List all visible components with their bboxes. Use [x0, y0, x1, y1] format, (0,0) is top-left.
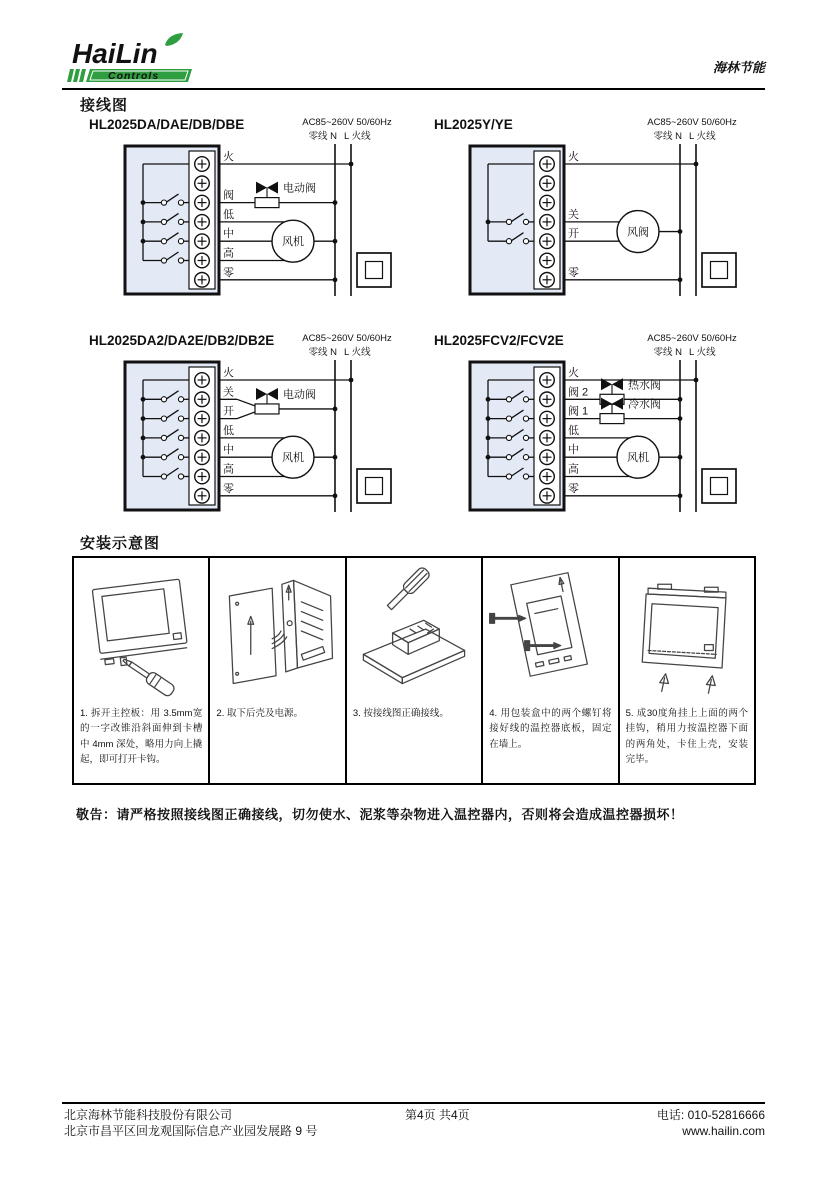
- valve-body: [600, 414, 624, 424]
- install-steps-table: [72, 556, 756, 785]
- install-step-5-image: [620, 558, 754, 704]
- junction-dot: [333, 455, 338, 460]
- valve-label: 热水阀: [628, 379, 661, 392]
- leaf-icon: [165, 33, 183, 46]
- valve-label: 冷水阀: [628, 398, 661, 411]
- live-line-label: L 火线: [689, 347, 716, 358]
- terminal-label: 开: [568, 228, 579, 241]
- install-step-4-caption: 4. 用包装盒中的两个螺钉将接好线的温控器底板，固定在墙上。: [489, 708, 612, 750]
- logo-stripe: [73, 69, 80, 82]
- power-spec-label: AC85~260V 50/60Hz: [647, 117, 737, 128]
- terminal-label: 中: [568, 444, 579, 457]
- wall-plate-inner: [366, 478, 383, 495]
- terminal-label: 低: [223, 424, 234, 437]
- install-step-1: [74, 558, 210, 783]
- install-step-5: [620, 558, 754, 783]
- valve-body: [255, 404, 279, 414]
- valve-label: 电动阀: [283, 182, 316, 195]
- neutral-line-label: 零线 N: [653, 131, 682, 142]
- terminal-label: 火: [223, 367, 234, 379]
- wiring-diagram-3: [85, 330, 435, 527]
- junction-dot: [694, 162, 699, 167]
- footer-page-number: 第4页 共4页: [405, 1108, 470, 1122]
- junction-dot: [694, 378, 699, 383]
- neutral-line-label: 零线 N: [308, 347, 337, 358]
- wall-plate-inner: [711, 478, 728, 495]
- terminal-label: 高: [223, 247, 234, 260]
- live-line-label: L 火线: [344, 347, 371, 358]
- terminal-label: 关: [568, 208, 579, 221]
- install-step-3: [347, 558, 483, 783]
- install-step-4: [483, 558, 619, 783]
- install-step-3-caption: 3. 按接线图正确接线。: [352, 708, 449, 719]
- wiring-diagram-1: [85, 114, 435, 311]
- terminal-label: 火: [568, 151, 579, 163]
- valve-symbol: [267, 182, 278, 194]
- terminal-label: 零: [568, 266, 579, 279]
- fan-label: 风机: [282, 452, 304, 465]
- junction-dot: [333, 277, 338, 282]
- wall-plate-inner: [711, 262, 728, 279]
- terminal-label: 高: [223, 463, 234, 476]
- terminal-label: 零: [223, 482, 234, 495]
- junction-dot: [678, 455, 683, 460]
- wiring-diagram-4: [430, 330, 780, 527]
- wall-plate-inner: [366, 262, 383, 279]
- logo-stripe: [79, 69, 86, 82]
- terminal-label: 中: [223, 228, 234, 241]
- valve-symbol: [256, 388, 267, 400]
- footer-address: 北京市昌平区回龙观国际信息产业园发展路 9 号: [64, 1124, 318, 1138]
- diagram-model-label: HL2025FCV2/FCV2E: [434, 333, 564, 348]
- footer-company: 北京海林节能科技股份有限公司: [64, 1108, 233, 1122]
- terminal-label: 低: [568, 424, 579, 437]
- terminal-label: 火: [223, 151, 234, 163]
- junction-dot: [678, 493, 683, 498]
- install-step-1-caption: 1. 拆开主控板：用 3.5mm宽的一字改锥沿斜面伸到卡槽中 4mm 深处，略用力向上撬起，即可打开卡钩。: [80, 708, 203, 766]
- wiring-section-title: 接线图: [80, 97, 129, 114]
- neutral-line-label: 零线 N: [653, 347, 682, 358]
- install-step-3-image: [347, 558, 481, 704]
- install-section-title: 安装示意图: [80, 535, 161, 552]
- terminal-label: 阀: [223, 189, 234, 202]
- wiring-diagram-2: [430, 114, 780, 311]
- junction-dot: [349, 378, 354, 383]
- terminal-label: 阀 1: [568, 405, 589, 418]
- install-step-1-image: [74, 558, 208, 704]
- diagram-model-label: HL2025DA2/DA2E/DB2/DB2E: [89, 333, 275, 348]
- valve-label: 电动阀: [283, 388, 316, 401]
- terminal-label: 开: [223, 405, 234, 418]
- remove-back-shell-sketch: [213, 559, 343, 703]
- diagram-model-label: HL2025DA/DAE/DB/DBE: [89, 117, 245, 132]
- thermostat-pry-open-sketch: [76, 559, 206, 703]
- warning-text: 敬告：请严格按照接线图正确接线，切勿使水、泥浆等杂物进入温控器内，否则将会造成温控器损坏！: [76, 807, 684, 822]
- terminal-label: 零: [568, 482, 579, 495]
- footer-phone: 电话: 010-52816666: [656, 1108, 765, 1122]
- valve-symbol: [256, 182, 267, 194]
- install-step-2-caption: 2. 取下后壳及电源。: [216, 708, 303, 719]
- footer-website: www.hailin.com: [682, 1124, 765, 1138]
- terminal-label: 低: [223, 208, 234, 221]
- junction-dot: [349, 162, 354, 167]
- terminal-label: 高: [568, 463, 579, 476]
- terminal-label: 零: [223, 266, 234, 279]
- hailin-logo: [64, 32, 204, 86]
- fan-label: 风机: [282, 236, 304, 249]
- power-spec-label: AC85~260V 50/60Hz: [302, 117, 392, 128]
- install-step-2-image: [210, 558, 344, 704]
- screw-baseplate-sketch: [485, 559, 615, 703]
- live-line-label: L 火线: [344, 131, 371, 142]
- neutral-line-label: 零线 N: [308, 131, 337, 142]
- logo-title-text: HaiLin: [72, 38, 158, 69]
- header-rule: [62, 88, 765, 90]
- diagram-model-label: HL2025Y/YE: [434, 117, 513, 132]
- fan-label: 风阀: [627, 226, 649, 239]
- logo-stripe: [67, 69, 74, 82]
- terminal-label: 火: [568, 367, 579, 379]
- install-step-2: [210, 558, 346, 783]
- live-line-label: L 火线: [689, 131, 716, 142]
- install-step-4-image: [483, 558, 617, 704]
- valve-symbol: [267, 388, 278, 400]
- footer-rule: [62, 1102, 765, 1104]
- junction-dot: [678, 416, 683, 421]
- brand-right-text: 海林节能: [712, 60, 765, 75]
- junction-dot: [678, 397, 683, 402]
- fan-label: 风机: [627, 452, 649, 465]
- junction-dot: [333, 200, 338, 205]
- terminal-label: 阀 2: [568, 386, 589, 399]
- terminal-label: 关: [223, 386, 234, 399]
- terminal-label: 中: [223, 444, 234, 457]
- junction-dot: [333, 239, 338, 244]
- power-spec-label: AC85~260V 50/60Hz: [302, 333, 392, 344]
- junction-dot: [333, 493, 338, 498]
- snap-on-cover-sketch: [622, 559, 752, 703]
- valve-body: [255, 198, 279, 208]
- wiring-screwdriver-sketch: [349, 559, 479, 703]
- junction-dot: [678, 277, 683, 282]
- power-spec-label: AC85~260V 50/60Hz: [647, 333, 737, 344]
- junction-dot: [678, 229, 683, 234]
- logo-subtitle-text: Controls: [108, 70, 160, 82]
- install-step-5-caption: 5. 成30度角挂上上面的两个挂钩，稍用力按温控器下面的两角处，卡住上壳，安装完毕。: [625, 708, 749, 766]
- junction-dot: [333, 407, 338, 412]
